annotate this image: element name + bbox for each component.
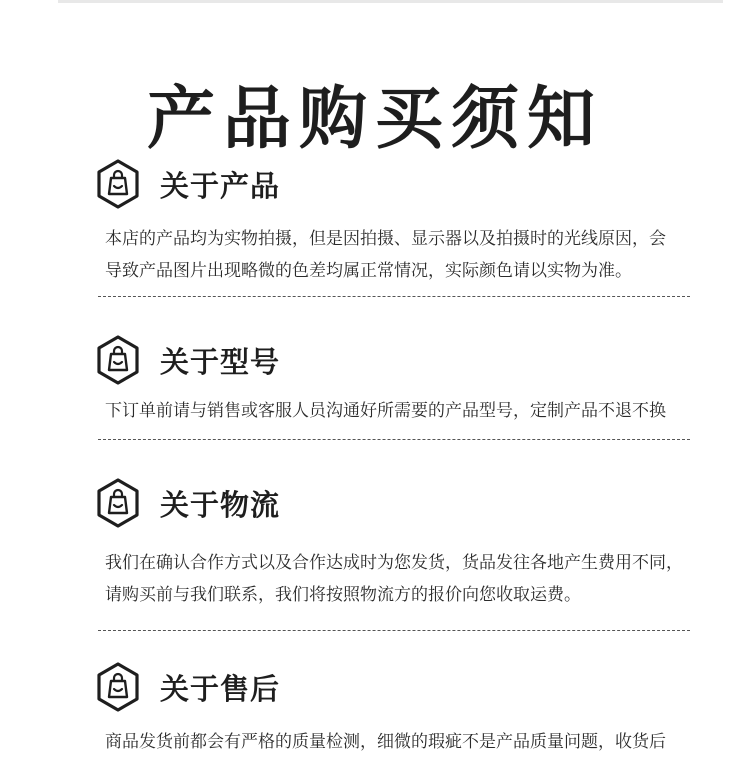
section-body — [105, 395, 705, 427]
section-body — [105, 547, 705, 611]
section-header — [96, 478, 280, 528]
dashed-divider — [98, 630, 690, 631]
section-title: 关于售后 — [160, 671, 281, 706]
top-divider-bar — [58, 0, 723, 3]
body-line: 下订单前请与销售或客服人员沟通好所需要的产品型号，定制产品不退不换 — [105, 401, 666, 421]
section-header — [96, 159, 280, 209]
body-line: 商品发货前都会有严格的质量检测，细微的瑕疵不是产品质量问题，收货后 — [105, 732, 666, 752]
body-line: 本店的产品均为实物拍摄，但是因拍摄、显示器以及拍摄时的光线原因，会 — [105, 229, 666, 249]
section-title: 关于产品 — [160, 168, 281, 203]
section-header — [96, 335, 280, 385]
section-title: 关于型号 — [160, 344, 281, 379]
body-line: 请购买前与我们联系，我们将按照物流方的报价向您收取运费。 — [105, 585, 581, 605]
shopping-bag-icon — [96, 478, 140, 528]
section-body — [105, 726, 705, 758]
section-header — [96, 662, 280, 712]
section-title: 关于物流 — [160, 487, 281, 522]
section-body — [105, 223, 705, 287]
body-line: 导致产品图片出现略微的色差均属正常情况，实际颜色请以实物为准。 — [105, 261, 632, 281]
shopping-bag-icon — [96, 159, 140, 209]
body-line: 我们在确认合作方式以及合作达成时为您发货，货品发往各地产生费用不同， — [105, 553, 683, 573]
page-title: 产品购买须知 — [146, 79, 603, 159]
dashed-divider — [98, 439, 690, 440]
dashed-divider — [98, 296, 690, 297]
shopping-bag-icon — [96, 662, 140, 712]
shopping-bag-icon — [96, 335, 140, 385]
